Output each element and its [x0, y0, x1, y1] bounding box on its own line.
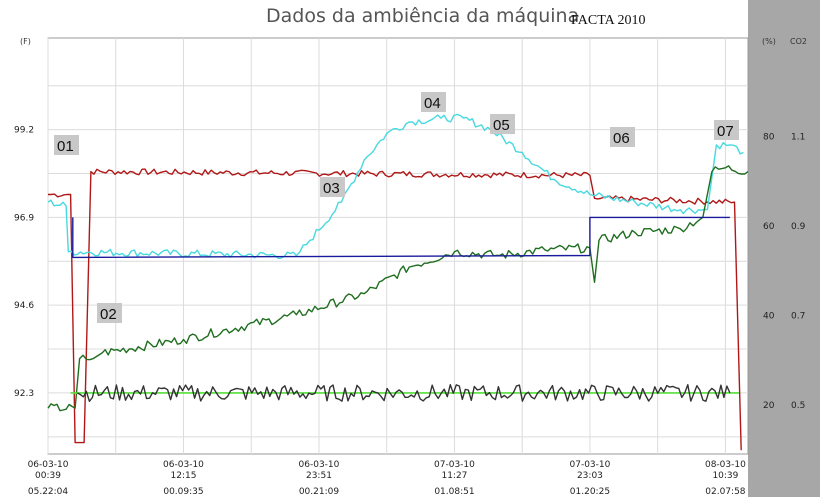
marker-04 [421, 92, 446, 112]
svg-text:04: 04 [424, 95, 441, 112]
svg-text:03: 03 [323, 180, 340, 197]
left-axis-unit: (F) [20, 37, 31, 46]
x-tick-time: 12:15 [170, 471, 197, 481]
left-axis-ticks [14, 126, 34, 399]
right-axis-co2-tick-label: 0.9 [791, 221, 806, 232]
left-axis-tick-label: 99.2 [14, 125, 35, 136]
svg-text:02: 02 [100, 306, 117, 323]
marker-05 [490, 114, 515, 134]
right-axis-co2-tick-label: 1.1 [791, 132, 806, 143]
svg-text:06: 06 [613, 130, 630, 147]
left-axis-tick-label: 92.3 [14, 388, 35, 399]
right-axis-panel [748, 0, 820, 497]
x-tick-date: 06-03-10 [27, 460, 69, 470]
chart-annotation: FACTA 2010 [571, 13, 646, 28]
x-tick-date: 07-03-10 [569, 460, 611, 470]
right-axis-co2-tick-label: 0.7 [791, 311, 806, 322]
right-axis-pct-tick-label: 60 [763, 221, 775, 232]
x-tick-time: 11:27 [441, 471, 468, 481]
x-axis-ticks [28, 460, 747, 497]
marker-03 [320, 177, 345, 197]
right-axis-pct-tick-label: 20 [763, 400, 775, 411]
x-tick-date: 08-03-10 [704, 460, 746, 470]
x-tick-time: 00:39 [35, 471, 61, 481]
svg-text:01: 01 [57, 138, 74, 155]
left-axis-tick-label: 94.6 [14, 301, 35, 312]
chart-title: Dados da ambiência da máquina [266, 5, 580, 27]
x-tick-elapsed: 01.08:51 [434, 487, 475, 497]
svg-text:05: 05 [493, 117, 510, 134]
x-tick-elapsed: 00.21:09 [298, 487, 340, 497]
marker-07 [714, 120, 739, 140]
x-tick-elapsed: 00.09:35 [163, 487, 204, 497]
right-axis-pct-tick-label: 80 [763, 132, 775, 143]
marker-02 [97, 303, 122, 323]
right-axis-pct-unit: (%) [762, 37, 776, 46]
x-tick-time: 23:03 [576, 471, 603, 481]
right-axis-pct-tick-label: 40 [763, 311, 775, 322]
right-axis-co2-unit: CO2 [790, 37, 807, 46]
x-tick-time: 10:39 [712, 471, 739, 481]
marker-06 [610, 127, 635, 147]
x-tick-elapsed: 05.22:04 [27, 487, 69, 497]
svg-text:07: 07 [717, 123, 734, 140]
x-tick-elapsed: 02.07:58 [705, 487, 746, 497]
right-axis-co2-tick-label: 0.5 [791, 400, 806, 411]
x-tick-date: 07-03-10 [434, 460, 475, 470]
marker-01 [54, 135, 79, 155]
x-tick-date: 06-03-10 [298, 460, 340, 470]
x-tick-elapsed: 01.20:25 [569, 487, 611, 497]
left-axis-tick-label: 96.9 [14, 213, 35, 224]
x-tick-time: 23:51 [305, 471, 332, 481]
x-tick-date: 06-03-10 [163, 460, 204, 470]
